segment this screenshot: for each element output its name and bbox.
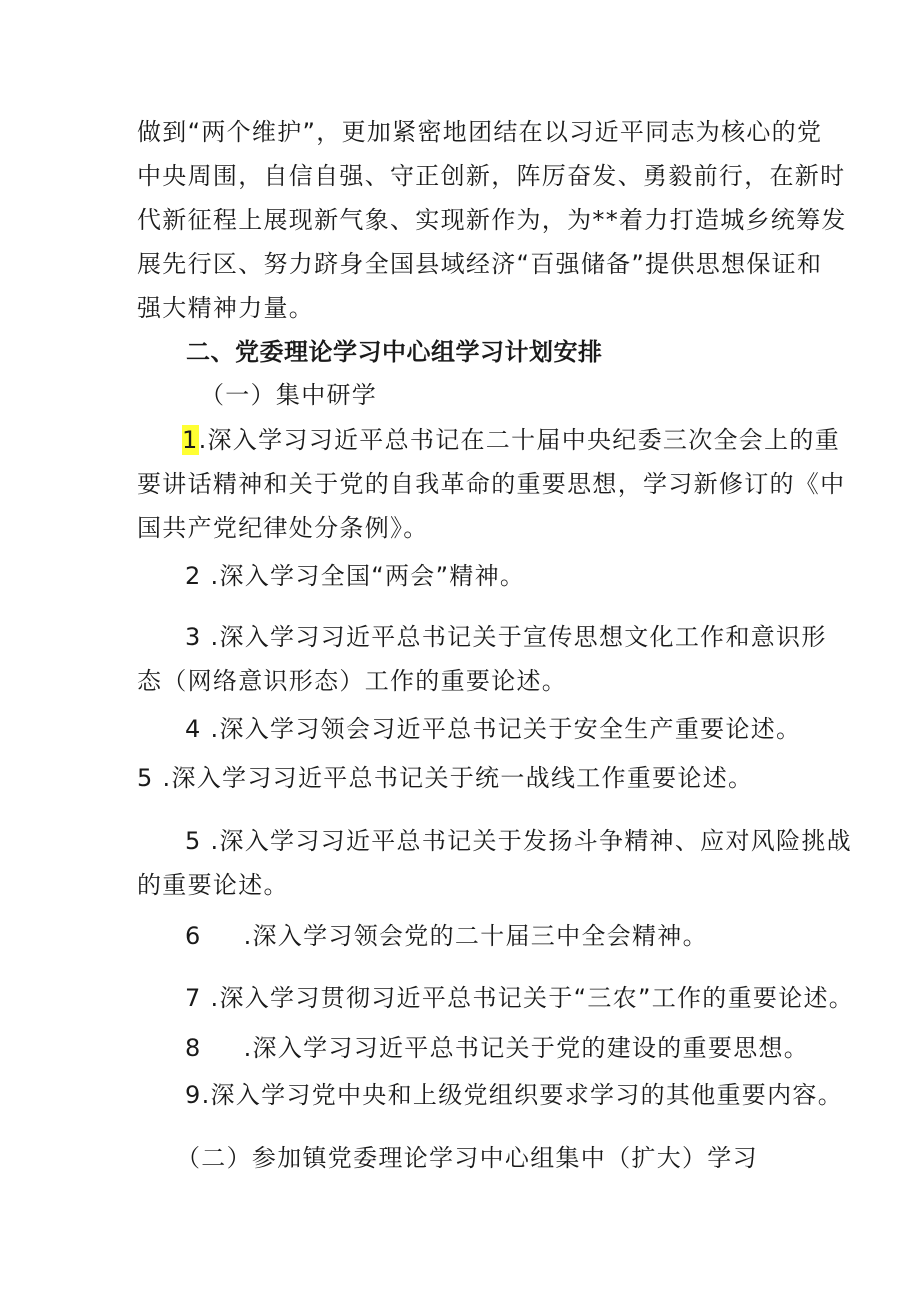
list-item-number: 6 [185, 922, 202, 950]
intro-line-3: 代新征程上展现新气象、实现新作为，为**着力打造城乡统筹发 [137, 206, 847, 234]
intro-line-1: 做到“两个维护”，更加紧密地团结在以习近平同志为核心的党 [137, 118, 823, 146]
list-item-3-line-2: 态（网络意识形态）工作的重要论述。 [137, 667, 568, 695]
list-item-1-line-2: 要讲话精神和关于党的自我革命的重要思想，学习新修订的《中 [137, 470, 846, 498]
list-item-text: .深入学习习近平总书记关于发扬斗争精神、应对风险挑战 [210, 827, 852, 855]
list-item-number: 5 [185, 827, 202, 855]
list-item-4 [185, 714, 801, 744]
list-item-text: .深入学习全国“两会”精神。 [210, 562, 526, 590]
list-item-number: 5 [137, 764, 154, 792]
list-item-text: .深入学习习近平总书记关于统一战线工作重要论述。 [162, 764, 754, 792]
list-item-8 [185, 1033, 809, 1063]
list-item-text: 深入学习党中央和上级党组织要求学习的其他重要内容。 [210, 1081, 843, 1109]
list-item-number: 7 [185, 984, 202, 1012]
list-item-number: 2 [185, 562, 202, 590]
list-item-text: .深入学习领会习近平总书记关于安全生产重要论述。 [210, 715, 802, 743]
list-item-1-line-3: 国共产党纪律处分条例》。 [137, 514, 429, 542]
list-item-5b-line-2: 的重要论述。 [137, 871, 289, 899]
intro-line-5: 强大精神力量。 [137, 294, 315, 322]
list-item-number: 9. [185, 1081, 211, 1109]
intro-line-4: 展先行区、努力跻身全国县域经济“百强储备”提供思想保证和 [137, 250, 823, 278]
list-item-text: .深入学习习近平总书记关于宣传思想文化工作和意识形 [210, 623, 827, 651]
list-item-number: 8 [185, 1034, 202, 1062]
list-item-3-line-1 [185, 622, 827, 652]
list-item-number: 1 [182, 426, 199, 454]
list-item-text: .深入学习习近平总书记在二十届中央纪委三次全会上的重 [198, 426, 841, 454]
section-heading: 二、党委理论学习中心组学习计划安排 [186, 338, 603, 366]
list-item-number: 4 [185, 715, 202, 743]
list-item-text: .深入学习贯彻习近平总书记关于“三农”工作的重要论述。 [210, 984, 855, 1012]
list-item-2 [185, 561, 525, 591]
intro-line-2: 中央周围，自信自强、守正创新，阵厉奋发、勇毅前行，在新时 [137, 162, 846, 190]
list-item-1-line-1 [182, 425, 840, 455]
list-item-6 [185, 921, 708, 951]
list-item-9 [185, 1080, 843, 1110]
list-item-5a [137, 763, 753, 793]
list-item-text: .深入学习领会党的二十届三中全会精神。 [243, 922, 708, 950]
subsection-heading-1: （一）集中研学 [200, 381, 378, 409]
list-item-5b-line-1 [185, 826, 852, 856]
list-item-text: .深入学习习近平总书记关于党的建设的重要思想。 [243, 1034, 810, 1062]
subsection-heading-2: （二）参加镇党委理论学习中心组集中（扩大）学习 [176, 1144, 758, 1172]
list-item-number: 3 [185, 623, 202, 651]
list-item-7 [185, 983, 854, 1013]
